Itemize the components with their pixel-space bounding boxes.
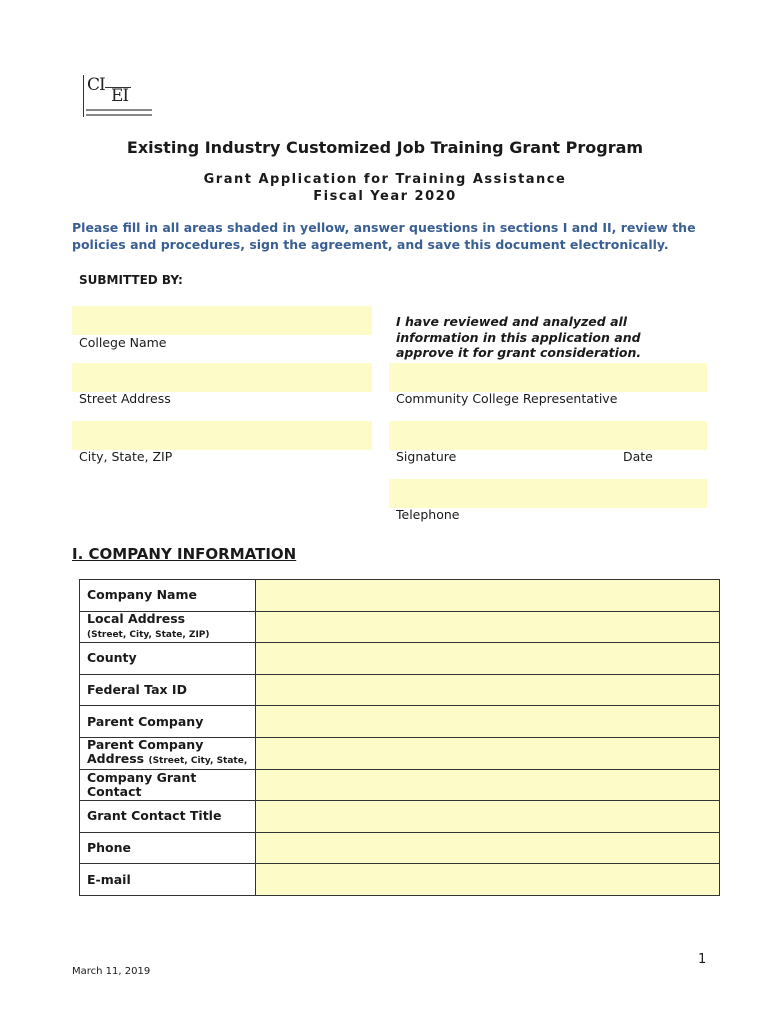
city-state-zip-label: City, State, ZIP bbox=[79, 449, 173, 464]
table-row bbox=[80, 832, 720, 864]
row-label-hint: (Street, City, State, ZIP) bbox=[87, 629, 210, 640]
subtitle-line-2: Fiscal Year 2020 bbox=[313, 189, 457, 204]
row-label-cell bbox=[80, 580, 256, 612]
row-value-field[interactable] bbox=[256, 832, 720, 864]
subtitle-line-1: Grant Application for Training Assistance bbox=[203, 172, 567, 187]
row-label: Grant Contact Title bbox=[87, 808, 222, 824]
table-row bbox=[80, 706, 720, 738]
table-row bbox=[80, 769, 720, 801]
row-label-cell bbox=[80, 674, 256, 706]
company-info-heading: I. COMPANY INFORMATION bbox=[72, 545, 297, 563]
row-label: Local Address bbox=[87, 610, 186, 626]
street-address-field[interactable] bbox=[72, 363, 372, 392]
row-label: Phone bbox=[87, 840, 132, 856]
table-row bbox=[80, 864, 720, 896]
telephone-label: Telephone bbox=[396, 507, 460, 522]
logo-fine-print bbox=[86, 114, 152, 116]
row-value-field[interactable] bbox=[256, 769, 720, 801]
row-value-field[interactable] bbox=[256, 706, 720, 738]
row-label-cell bbox=[80, 864, 256, 896]
signature-date-field[interactable] bbox=[389, 421, 707, 450]
college-name-field[interactable] bbox=[72, 306, 372, 335]
company-info-table bbox=[79, 579, 720, 896]
row-label-cell bbox=[80, 643, 256, 675]
logo-fine-print bbox=[86, 109, 152, 111]
row-value-field[interactable] bbox=[256, 580, 720, 612]
instructions-text: Please fill in all areas shaded in yellow, answer questions in sections I and II, review the policies and procedures, sign the agreement, and save this document electronically. bbox=[72, 220, 696, 252]
row-label: Company Grant Contact bbox=[87, 769, 197, 799]
row-label-cell bbox=[80, 706, 256, 738]
table-row bbox=[80, 801, 720, 833]
row-label: County bbox=[87, 650, 137, 666]
footer-date: March 11, 2019 bbox=[72, 966, 151, 977]
page-title: Existing Industry Customized Job Training Grant Program bbox=[126, 138, 644, 157]
submitted-by-heading: SUBMITTED BY: bbox=[79, 273, 183, 287]
table-row bbox=[80, 643, 720, 675]
row-value-field[interactable] bbox=[256, 801, 720, 833]
row-label-cell bbox=[80, 611, 256, 643]
row-label: Parent Company bbox=[87, 713, 204, 729]
row-value-field[interactable] bbox=[256, 643, 720, 675]
cfei-logo bbox=[83, 75, 155, 119]
representative-field[interactable] bbox=[389, 363, 707, 392]
logo-bar bbox=[83, 75, 84, 117]
signature-label: Signature bbox=[396, 449, 457, 464]
row-label: Parent Company Address bbox=[87, 737, 204, 767]
table-row bbox=[80, 737, 720, 769]
street-address-label: Street Address bbox=[79, 391, 171, 406]
row-label: Company Name bbox=[87, 587, 197, 603]
row-label: E-mail bbox=[87, 871, 131, 887]
review-statement: I have reviewed and analyzed all information in this application and approve it for grant consideration. bbox=[396, 314, 642, 360]
row-label-cell bbox=[80, 769, 256, 801]
date-label: Date bbox=[623, 449, 653, 464]
row-value-field[interactable] bbox=[256, 611, 720, 643]
table-row bbox=[80, 674, 720, 706]
row-value-field[interactable] bbox=[256, 864, 720, 896]
row-value-field[interactable] bbox=[256, 674, 720, 706]
row-label: Federal Tax ID bbox=[87, 682, 187, 698]
logo-text-top: CI bbox=[87, 75, 105, 95]
row-value-field[interactable] bbox=[256, 737, 720, 769]
row-label-hint: (Street, City, State, bbox=[148, 756, 248, 767]
row-label-cell bbox=[80, 737, 256, 769]
college-name-label: College Name bbox=[79, 335, 167, 350]
logo-text-bottom: EI bbox=[111, 86, 129, 106]
row-label-cell bbox=[80, 832, 256, 864]
telephone-field[interactable] bbox=[389, 479, 707, 508]
table-row bbox=[80, 611, 720, 643]
page-number: 1 bbox=[698, 952, 707, 967]
table-row bbox=[80, 580, 720, 612]
city-state-zip-field[interactable] bbox=[72, 421, 372, 450]
representative-label: Community College Representative bbox=[396, 391, 618, 406]
row-label-cell bbox=[80, 801, 256, 833]
